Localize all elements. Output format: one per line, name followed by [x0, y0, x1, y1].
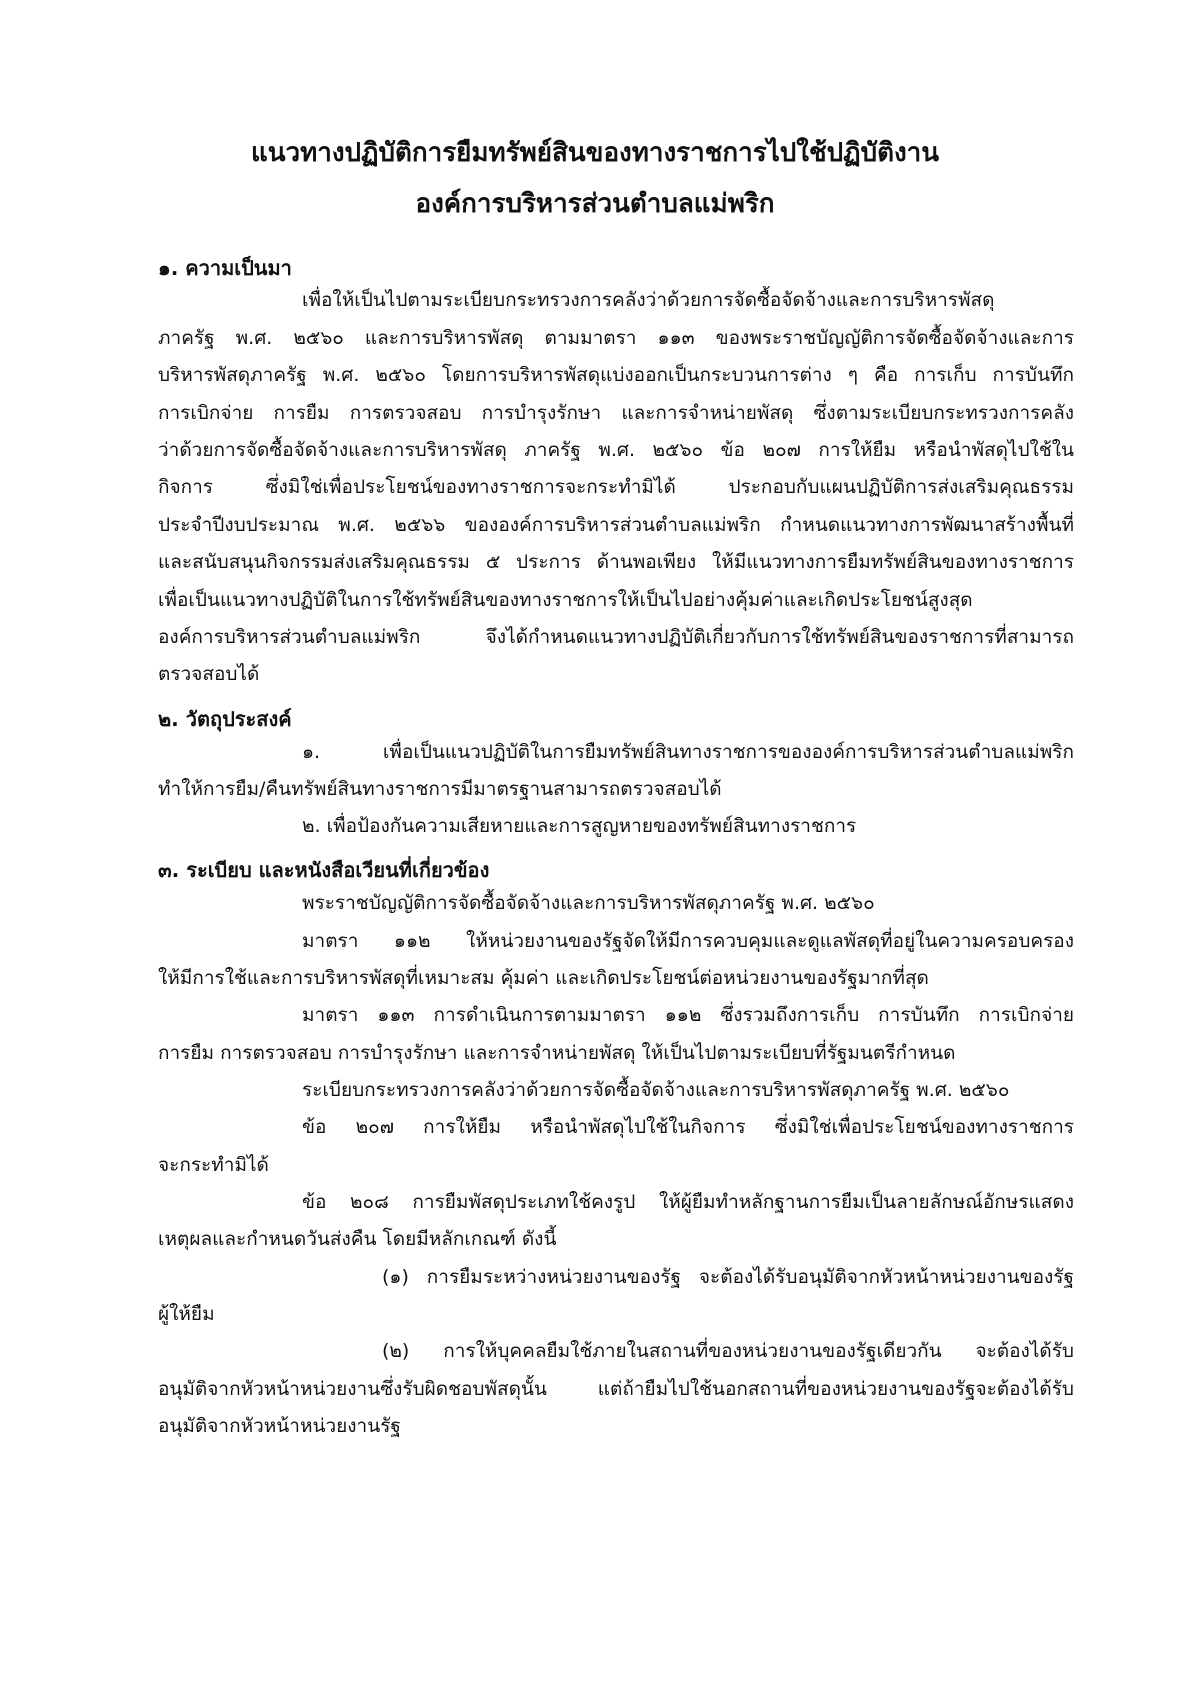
section-3-line: ผู้ให้ยืม: [158, 1303, 215, 1325]
section-1-line: เพื่อให้เป็นไปตามระเบียบกระทรวงการคลังว่าด้วยการจัดซื้อจัดจ้างและการบริหารพัสดุ: [302, 289, 995, 311]
section-3-line: (๑) การยืมระหว่างหน่วยงานของรัฐ จะต้องได้รับอนุมัติจากหัวหน้าหน่วยงานของรัฐ: [382, 1266, 1074, 1288]
section-2-line: ๑. เพื่อเป็นแนวปฏิบัติในการยืมทรัพย์สินทางราชการขององค์การบริหารส่วนตำบลแม่พริก: [302, 741, 1074, 763]
section-3-heading: ๓. ระเบียบ และหนังสือเวียนที่เกี่ยวข้อง: [158, 858, 490, 882]
document-title-line-2: องค์การบริหารส่วนตำบลแม่พริก: [415, 189, 775, 219]
section-3-line: ระเบียบกระทรวงการคลังว่าด้วยการจัดซื้อจัดจ้างและการบริหารพัสดุภาครัฐ พ.ศ. ๒๕๖๐: [302, 1079, 1010, 1101]
document-title-line-1: แนวทางปฏิบัติการยืมทรัพย์สินของทางราชการไปใช้ปฏิบัติงาน: [250, 138, 940, 168]
section-2-heading: ๒. วัตถุประสงค์: [158, 707, 292, 731]
section-1-line: องค์การบริหารส่วนตำบลแม่พริก จึงได้กำหนดแนวทางปฏิบัติเกี่ยวกับการใช้ทรัพย์สินของราชการที่สามารถ: [158, 626, 1074, 648]
section-3-line: อนุมัติจากหัวหน้าหน่วยงานรัฐ: [158, 1415, 401, 1437]
section-1-heading: ๑. ความเป็นมา: [158, 256, 292, 280]
section-3-line: ข้อ ๒๐๗ การให้ยืม หรือนำพัสดุไปใช้ในกิจการ ซึ่งมิใช่เพื่อประโยชน์ของทางราชการ: [302, 1116, 1074, 1138]
section-3-line: ข้อ ๒๐๘ การยืมพัสดุประเภทใช้คงรูป ให้ผู้ยืมทำหลักฐานการยืมเป็นลายลักษณ์อักษรแสดง: [302, 1191, 1074, 1213]
section-1-line: เพื่อเป็นแนวทางปฏิบัติในการใช้ทรัพย์สินของทางราชการให้เป็นไปอย่างคุ้มค่าและเกิดประโยชน์สูงสุด: [158, 589, 973, 611]
section-3-line: พระราชบัญญัติการจัดซื้อจัดจ้างและการบริหารพัสดุภาครัฐ พ.ศ. ๒๕๖๐: [302, 892, 875, 914]
section-1-line: บริหารพัสดุภาครัฐ พ.ศ. ๒๕๖๐ โดยการบริหารพัสดุแบ่งออกเป็นกระบวนการต่าง ๆ คือ การเก็บ การบันทึก: [158, 364, 1074, 386]
section-3-line: เหตุผลและกำหนดวันส่งคืน โดยมีหลักเกณฑ์ ดังนี้: [158, 1228, 557, 1250]
section-3-line: (๒) การให้บุคคลยืมใช้ภายในสถานที่ของหน่วยงานของรัฐเดียวกัน จะต้องได้รับ: [382, 1340, 1074, 1362]
section-3-line: จะกระทำมิได้: [158, 1154, 269, 1176]
section-3-line: การยืม การตรวจสอบ การบำรุงรักษา และการจำหน่ายพัสดุ ให้เป็นไปตามระเบียบที่รัฐมนตรีกำหนด: [158, 1042, 956, 1064]
section-1-line: กิจการ ซึ่งมิใช่เพื่อประโยชน์ของทางราชการจะกระทำมิได้ ประกอบกับแผนปฏิบัติการส่งเสริมคุณธรรม: [158, 476, 1074, 498]
section-2-line: ทำให้การยืม/คืนทรัพย์สินทางราชการมีมาตรฐานสามารถตรวจสอบได้: [158, 778, 722, 800]
section-1-line: ตรวจสอบได้: [158, 663, 260, 685]
section-1-line: ประจำปีงบประมาณ พ.ศ. ๒๕๖๖ ขององค์การบริหารส่วนตำบลแม่พริก กำหนดแนวทางการพัฒนาสร้างพื้นที่: [158, 514, 1074, 536]
section-3-line: มาตรา ๑๑๒ ให้หน่วยงานของรัฐจัดให้มีการควบคุมและดูแลพัสดุที่อยู่ในความครอบครอง: [302, 930, 1074, 952]
section-1-line: ว่าด้วยการจัดซื้อจัดจ้างและการบริหารพัสดุ ภาครัฐ พ.ศ. ๒๕๖๐ ข้อ ๒๐๗ การให้ยืม หรือนำพัสดุไปใช้ใน: [158, 439, 1074, 461]
section-1-line: การเบิกจ่าย การยืม การตรวจสอบ การบำรุงรักษา และการจำหน่ายพัสดุ ซึ่งตามระเบียบกระทรวงการคลัง: [158, 402, 1074, 424]
section-3-line: ให้มีการใช้และการบริหารพัสดุที่เหมาะสม คุ้มค่า และเกิดประโยชน์ต่อหน่วยงานของรัฐมากที่สุด: [158, 967, 929, 989]
section-3-line: อนุมัติจากหัวหน้าหน่วยงานซึ่งรับผิดชอบพัสดุนั้น แต่ถ้ายืมไปใช้นอกสถานที่ของหน่วยงานของรัฐจะต้องได้รับ: [158, 1378, 1074, 1400]
section-2-line: ๒. เพื่อป้องกันความเสียหายและการสูญหายของทรัพย์สินทางราชการ: [302, 815, 857, 837]
section-3-line: มาตรา ๑๑๓ การดำเนินการตามมาตรา ๑๑๒ ซึ่งรวมถึงการเก็บ การบันทึก การเบิกจ่าย: [302, 1004, 1074, 1026]
section-1-line: ภาครัฐ พ.ศ. ๒๕๖๐ และการบริหารพัสดุ ตามมาตรา ๑๑๓ ของพระราชบัญญัติการจัดซื้อจัดจ้างและการ: [158, 327, 1074, 349]
section-1-line: และสนับสนุนกิจกรรมส่งเสริมคุณธรรม ๕ ประการ ด้านพอเพียง ให้มีแนวทางการยืมทรัพย์สินของทางราชการ: [158, 551, 1074, 573]
